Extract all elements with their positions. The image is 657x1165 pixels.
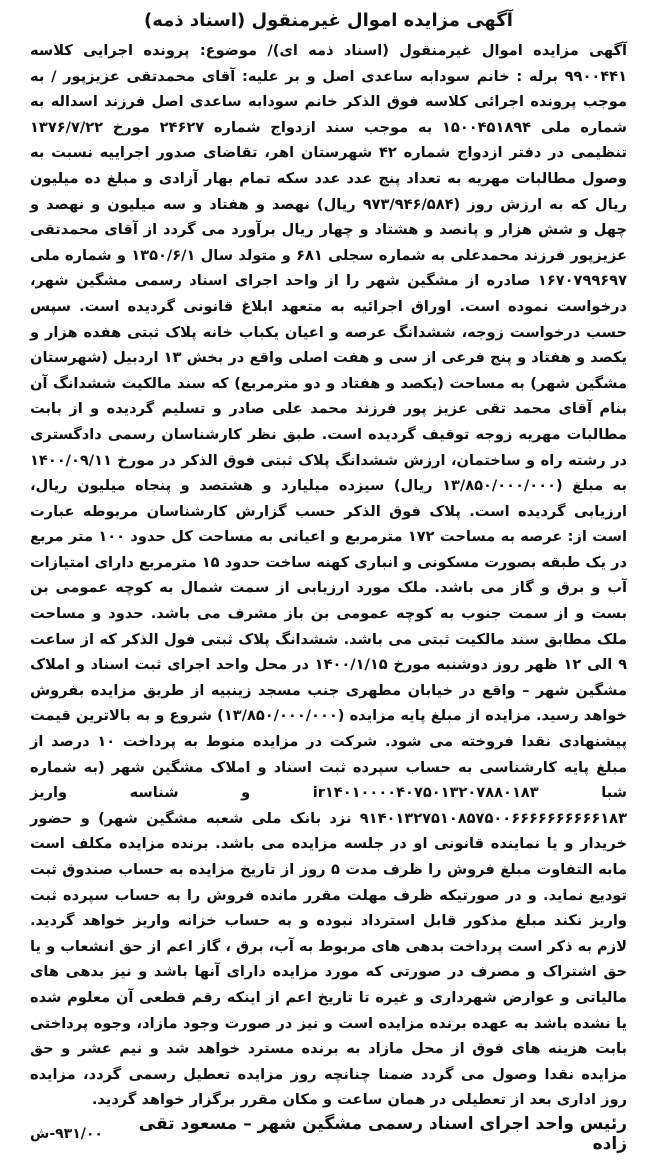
notice-footer (30, 1114, 627, 1154)
notice-code: ۹۳۱/۰۰-ش (30, 1126, 103, 1142)
signature-line: رئیس واحد اجرای اسناد رسمی مشگین شهر – مسعود تقی زاده (138, 1114, 627, 1154)
notice-body: آگهی مزایده اموال غیرمنقول (اسناد ذمه ای)/ موضوع: پرونده اجرایی کلاسه ۹۹۰۰۴۴۱ برله : خانم سودابه ساعدی اصل و بر علیه: آقای محمدتقی عزیزپور / به موجب پرونده اجرائی کلاسه فوق الذکر خانم سودابه ساعدی اصل فرزند اسداله به شماره ملی ۱۵۰۰۴۵۱۸۹۴ به موجب سند ازدواج شماره ۲۴۶۲۷ مورخ ۱۳۷۶/۷/۲۲ تنظیمی در دفتر ازدواج شماره ۴۲ شهرستان اهر، تقاضای صدور اجراییه نسبت به وصول مطالبات مهریه به تعداد پنج عدد عدد سکه تمام بهار آزادی و مبلغ ده میلیون ریال که به ارزش روز (۹۷۳/۹۴۶/۵۸۴ ریال) نهصد و هفتاد و سه میلیون و نهصد و چهل و شش هزار و پانصد و هشتاد و چهار ریال برآورد می گردد از آقای محمدتقی عزیزپور فرزند محمدعلی به شماره سجلی ۶۸۱ و متولد سال ۱۳۵۰/۶/۱ و شماره ملی ۱۶۷۰۷۹۹۶۹۷ صادره از مشگین شهر را از واحد اجرای اسناد رسمی مشگین شهر، درخواست نموده است. اوراق اجرائیه به متعهد ابلاغ قانونی گردیده است. سپس حسب درخواست زوجه، ششدانگ عرصه و اعیان یکباب خانه پلاک ثبتی هفده هزار و یکصد و هفتاد و پنج فرعی از سی و هفت اصلی واقع در بخش ۱۳ اردبیل (شهرستان مشگین شهر) به مساحت (یکصد و هفتاد و دو مترمربع) که سند مالکیت ششدانگ آن بنام آقای محمد تقی عزیز پور فرزند محمد علی صادر و تسلیم گردیده و از بابت مطالبات مهریه زوجه توقیف گردیده است. طبق نظر کارشناسان رسمی دادگستری در رشته راه و ساختمان، ارزش ششدانگ پلاک ثبتی فوق الذکر در مورخ ۱۴۰۰/۰۹/۱۱ به مبلغ (۱۳/۸۵۰/۰۰۰/۰۰۰ ریال) سیزده میلیارد و هشتصد و پنجاه میلیون ریال، ارزیابی گردیده است. پلاک فوق الذکر حسب گزارش کارشناسان مربوطه عبارت است از: عرصه به مساحت ۱۷۲ مترمربع و اعیانی به مساحت کل حدود ۱۰۰ متر مربع در یک طبقه بصورت مسکونی و انباری کهنه ساخت حدود ۱۵ مترمربع دارای امتیازات آب و برق و گاز می باشد. ملک مورد ارزیابی از سمت شمال به کوچه عمومی بن بست و از سمت جنوب به کوچه عمومی بن باز مشرف می باشد. حدود و مساحت ملک مطابق سند مالکیت ثبتی می باشد. ششدانگ پلاک ثبتی فول الذکر که از ساعت ۹ الی ۱۲ ظهر روز دوشنبه مورخ ۱۴۰۰/۱/۱۵ در محل واحد اجرای ثبت اسناد و املاک مشگین شهر – واقع در خیابان مطهری جنب مسجد زینبیه از طریق مزایده بفروش خواهد رسید. مزایده از مبلغ پایه مزایده (۱۳/۸۵۰/۰۰۰/۰۰۰) شروع و به بالاترین قیمت پیشنهادی نقدا فروخته می شود. شرکت در مزایده منوط به پرداخت ۱۰ درصد از مبلغ پایه کارشناسی به حساب سپرده ثبت اسناد و املاک مشگین شهر (به شماره شبا ir۱۴۰۱۰۰۰۰۴۰۷۵۰۱۳۲۰۷۸۸۰۱۸۳ و شناسه واریز ۹۱۴۰۱۳۲۷۵۱۰۸۵۷۵۰۰۶۶۶۶۶۶۶۶۶۶۱۸۳ نزد بانک ملی شعبه مشگین شهر) و حضور خریدار و یا نماینده قانونی او در جلسه مزایده می باشد. برنده مزایده مکلف است مابه التفاوت مبلغ فروش را ظرف مدت ۵ روز از تاریخ مزایده به حساب صندوق ثبت تودیع نماید. و در صورتیکه ظرف مهلت مقرر مانده فروش را به حساب سپرده ثبت واریز نکند مبلغ مذکور قابل استرداد نبوده و به حساب خزانه واریز خواهد گردید. لازم به ذکر است پرداخت بدهی های مربوط به آب، برق ، گاز اعم از حق انشعاب و یا حق اشتراک و مصرف در صورتی که مورد مزایده دارای آنها باشد و نیز بدهی های مالیاتی و عوارض شهرداری و غیره تا تاریخ اعم از اینکه رقم قطعی آن معلوم شده یا نشده باشد به عهده برنده مزایده است و نیز در صورت وجود مازاد، وجوه پرداختی بابت هزینه های فوق از محل مازاد به برنده مسترد خواهد شد و نیم عشر و حق مزایده نقدا وصول می گردد ضمنا چنانچه روز مزایده تعطیل رسمی گردد، مزایده روز اداری بعد از تعطیلی در همان ساعت و مکان مقرر برگزار خواهد گردید. (30, 42, 628, 1109)
notice-title: آگهی مزایده اموال غیرمنقول (اسناد ذمه) (144, 10, 513, 31)
